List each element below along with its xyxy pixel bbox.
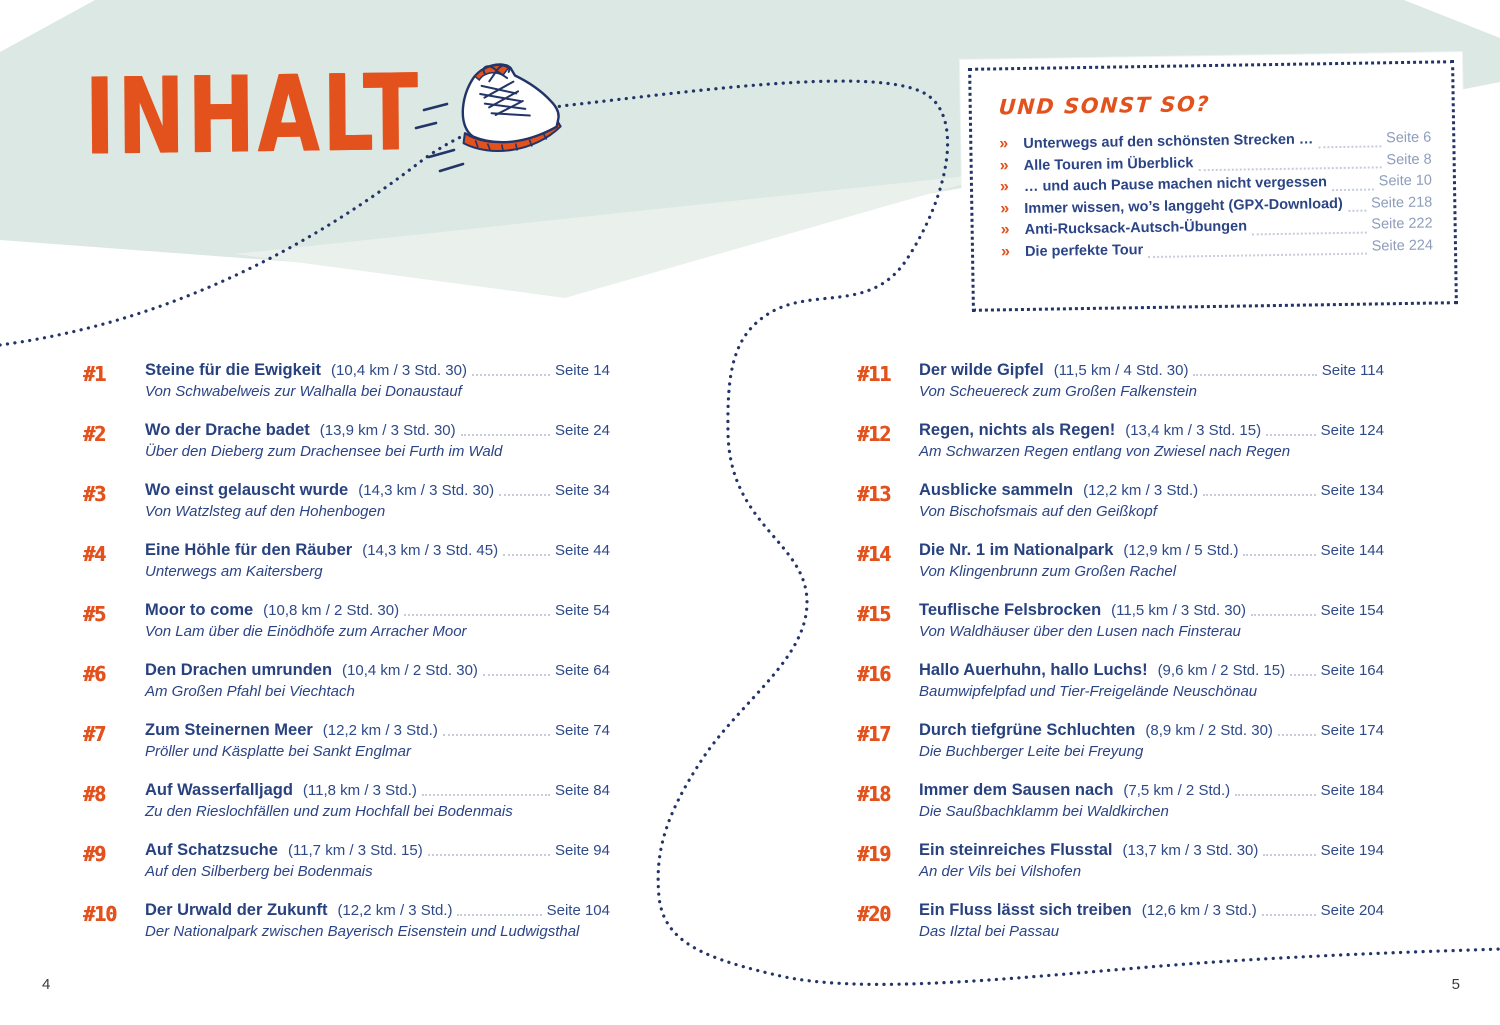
tour-number: #13: [857, 482, 891, 506]
tour-distance-duration: (12,6 km / 3 Std.): [1141, 902, 1257, 919]
tour-title[interactable]: Den Drachen umrunden: [145, 661, 333, 679]
tour-page[interactable]: Seite 204: [1320, 902, 1384, 919]
tour-page[interactable]: Seite 134: [1320, 482, 1384, 499]
tour-entry[interactable]: [83, 481, 610, 541]
tour-page[interactable]: Seite 14: [554, 362, 610, 379]
tour-number: #9: [83, 842, 106, 866]
tour-subtitle: Die Buchberger Leite bei Freyung: [919, 743, 1144, 760]
tour-entry[interactable]: [83, 781, 610, 841]
extras-item-label: Immer wissen, wo’s langgeht (GPX-Download): [1024, 195, 1343, 217]
tour-title[interactable]: Ausblicke sammeln: [919, 481, 1074, 499]
tour-distance-duration: (13,9 km / 3 Std. 30): [319, 422, 456, 439]
tour-number: #20: [857, 902, 891, 926]
tour-title[interactable]: Regen, nichts als Regen!: [919, 421, 1116, 439]
tour-subtitle: Über den Dieberg zum Drachensee bei Furth im Wald: [145, 443, 503, 460]
tour-page[interactable]: Seite 24: [554, 422, 610, 439]
tour-number: #3: [83, 482, 106, 506]
tour-page[interactable]: Seite 114: [1321, 362, 1384, 379]
tour-title[interactable]: Moor to come: [145, 601, 254, 619]
tour-subtitle: Das Ilztal bei Passau: [919, 923, 1060, 940]
tour-page[interactable]: Seite 104: [546, 902, 610, 919]
tour-page[interactable]: Seite 94: [554, 842, 610, 859]
tour-entry[interactable]: [857, 721, 1384, 781]
tour-title[interactable]: Die Nr. 1 im Nationalpark: [919, 541, 1114, 559]
tour-subtitle: Von Lam über die Einödhöfe zum Arracher Moor: [145, 623, 467, 640]
tour-page[interactable]: Seite 64: [554, 662, 610, 679]
tour-title[interactable]: Wo der Drache badet: [145, 421, 310, 439]
tour-page[interactable]: Seite 54: [554, 602, 610, 619]
tour-entry[interactable]: [857, 541, 1384, 601]
tour-number: #19: [857, 842, 891, 866]
tour-number: #17: [857, 722, 891, 746]
tour-title[interactable]: Der wilde Gipfel: [919, 361, 1044, 379]
extras-item-page: Seite 6: [1385, 129, 1432, 147]
tour-title[interactable]: Immer dem Sausen nach: [919, 781, 1114, 799]
tour-distance-duration: (11,5 km / 3 Std. 30): [1111, 602, 1246, 619]
tour-distance-duration: (8,9 km / 2 Std. 30): [1145, 722, 1273, 739]
extras-box: [960, 52, 1466, 320]
tour-distance-duration: (12,2 km / 3 Std.): [322, 722, 438, 739]
tour-title[interactable]: Eine Höhle für den Räuber: [145, 541, 353, 559]
extras-item-page: Seite 10: [1378, 172, 1433, 190]
dot-leader: [1348, 210, 1366, 212]
tour-page[interactable]: Seite 184: [1320, 782, 1384, 799]
tour-number: #18: [857, 782, 891, 806]
tour-distance-duration: (10,8 km / 2 Std. 30): [263, 602, 400, 619]
tour-number: #10: [83, 902, 117, 926]
tour-title[interactable]: Durch tiefgrüne Schluchten: [919, 721, 1136, 739]
tour-number: #12: [857, 422, 891, 446]
tour-entry[interactable]: [857, 841, 1384, 901]
tour-number: #16: [857, 662, 891, 686]
double-chevron-icon: »: [999, 156, 1009, 174]
tour-number: #7: [83, 722, 106, 746]
tour-subtitle: Von Klingenbrunn zum Großen Rachel: [919, 563, 1177, 580]
tour-subtitle: Von Scheuereck zum Großen Falkenstein: [919, 383, 1197, 400]
tour-entry[interactable]: [83, 541, 610, 601]
tour-number: #14: [857, 542, 891, 566]
dot-leader: [483, 674, 550, 676]
tour-number: #15: [857, 602, 891, 626]
tour-distance-duration: (12,2 km / 3 Std.): [1083, 482, 1199, 499]
tour-number: #5: [83, 602, 106, 626]
dot-leader: [1262, 914, 1316, 916]
dot-leader: [472, 374, 550, 376]
tour-distance-duration: (10,4 km / 3 Std. 30): [331, 362, 467, 379]
dot-leader: [1251, 614, 1316, 616]
dot-leader: [1332, 188, 1374, 191]
tour-subtitle: Von Watzlsteg auf den Hohenbogen: [145, 503, 386, 520]
tour-entry[interactable]: [857, 361, 1384, 421]
dot-leader: [1318, 145, 1381, 148]
dot-leader: [1263, 854, 1315, 856]
tour-entry[interactable]: [83, 901, 610, 961]
tour-page[interactable]: Seite 124: [1320, 422, 1384, 439]
tour-subtitle: Zu den Rieslochfällen und zum Hochfall bei Bodenmais: [145, 803, 513, 820]
dot-leader: [499, 494, 550, 496]
double-chevron-icon: »: [1000, 199, 1010, 217]
tour-distance-duration: (13,4 km / 3 Std. 15): [1125, 422, 1262, 439]
dot-leader: [1278, 734, 1316, 736]
tour-title[interactable]: Teuflische Felsbrocken: [919, 601, 1102, 619]
page-title: INHALT: [84, 51, 421, 179]
tour-title[interactable]: Ein Fluss lässt sich treiben: [919, 901, 1132, 919]
extras-list: [999, 129, 1433, 265]
tour-title[interactable]: Auf Wasserfalljagd: [145, 781, 293, 799]
tour-entry[interactable]: [83, 721, 610, 781]
dot-leader: [1203, 494, 1315, 496]
tour-subtitle: Von Bischofsmais auf den Geißkopf: [919, 503, 1157, 520]
tour-entry[interactable]: [83, 661, 610, 721]
dot-leader: [503, 554, 550, 556]
tour-subtitle: Die Saußbachklamm bei Waldkirchen: [919, 803, 1169, 820]
tour-page[interactable]: Seite 164: [1320, 662, 1384, 679]
tour-entry[interactable]: [857, 481, 1384, 541]
tours-column-left: [83, 361, 610, 961]
tour-number: #11: [857, 362, 891, 386]
dot-leader: [1243, 554, 1315, 556]
tour-subtitle: An der Vils bei Vilshofen: [919, 863, 1082, 880]
tour-page[interactable]: Seite 44: [554, 542, 610, 559]
tour-distance-duration: (11,5 km / 4 Std. 30): [1053, 362, 1189, 379]
tour-subtitle: Von Schwabelweis zur Walhalla bei Donaustauf: [145, 383, 462, 400]
tour-entry[interactable]: [83, 841, 610, 901]
tour-page[interactable]: Seite 84: [554, 782, 610, 799]
extras-item-page: Seite 222: [1371, 215, 1433, 233]
tour-number: #6: [83, 662, 106, 686]
dot-leader: [443, 734, 550, 736]
tours-column-right: [857, 361, 1384, 961]
tour-title[interactable]: Der Urwald der Zukunft: [145, 901, 328, 919]
tour-subtitle: Baumwipfelpfad und Tier-Freigelände Neuschönau: [919, 683, 1258, 700]
page-number-left: 4: [42, 976, 51, 993]
tour-page[interactable]: Seite 74: [554, 722, 610, 739]
extras-item-label: … und auch Pause machen nicht vergessen: [1023, 174, 1328, 195]
tour-page[interactable]: Seite 174: [1320, 722, 1384, 739]
tour-title[interactable]: Hallo Auerhuhn, hallo Luchs!: [919, 661, 1148, 679]
tour-subtitle: Pröller und Käsplatte bei Sankt Englmar: [145, 743, 411, 760]
dot-leader: [1252, 231, 1366, 235]
tour-page[interactable]: Seite 194: [1320, 842, 1384, 859]
tour-entry[interactable]: [857, 661, 1384, 721]
dot-leader: [404, 614, 550, 616]
dot-leader: [1193, 374, 1316, 376]
double-chevron-icon: »: [1000, 221, 1010, 239]
tour-title[interactable]: Zum Steinernen Meer: [145, 721, 313, 739]
tour-title[interactable]: Wo einst gelauscht wurde: [145, 481, 349, 499]
extras-item-label: Die perfekte Tour: [1024, 241, 1144, 260]
tour-distance-duration: (12,2 km / 3 Std.): [337, 902, 453, 919]
tour-subtitle: Am Schwarzen Regen entlang von Zwiesel nach Regen: [919, 443, 1291, 460]
dot-leader: [422, 794, 550, 796]
extras-item-label: Anti-Rucksack-Autsch-Übungen: [1024, 218, 1248, 238]
tour-entry[interactable]: [857, 901, 1384, 961]
tour-number: #2: [83, 422, 106, 446]
tour-distance-duration: (9,6 km / 2 Std. 15): [1157, 662, 1286, 679]
tour-entry[interactable]: [857, 601, 1384, 661]
extras-item-label: Unterwegs auf den schönsten Strecken …: [1023, 131, 1314, 152]
tour-subtitle: Unterwegs am Kaitersberg: [145, 563, 323, 580]
tour-entry[interactable]: [83, 421, 610, 481]
dot-leader: [1290, 674, 1315, 676]
extras-item-page: Seite 224: [1371, 237, 1434, 255]
tour-entry[interactable]: [857, 421, 1384, 481]
tour-number: #8: [83, 782, 106, 806]
tour-entry[interactable]: [83, 601, 610, 661]
tour-page[interactable]: Seite 154: [1320, 602, 1384, 619]
extras-item-page: Seite 218: [1370, 194, 1433, 212]
double-chevron-icon: »: [999, 178, 1010, 196]
tour-title[interactable]: Ein steinreiches Flusstal: [919, 841, 1113, 859]
tour-title[interactable]: Steine für die Ewigkeit: [145, 361, 322, 379]
tour-subtitle: Der Nationalpark zwischen Bayerisch Eisenstein und Ludwigsthal: [145, 923, 580, 940]
tour-page[interactable]: Seite 144: [1320, 542, 1384, 559]
dot-leader: [1198, 166, 1381, 171]
tour-entry[interactable]: [857, 781, 1384, 841]
tour-distance-duration: (14,3 km / 3 Std. 45): [362, 542, 499, 559]
tour-distance-duration: (12,9 km / 5 Std.): [1123, 542, 1239, 559]
tour-distance-duration: (13,7 km / 3 Std. 30): [1122, 842, 1259, 859]
dot-leader: [457, 914, 541, 916]
tour-entry[interactable]: [83, 361, 610, 421]
double-chevron-icon: »: [999, 135, 1009, 153]
dot-leader: [1266, 434, 1315, 436]
tour-title[interactable]: Auf Schatzsuche: [145, 841, 278, 859]
page-number-right: 5: [1451, 976, 1460, 993]
tour-distance-duration: (14,3 km / 3 Std. 30): [358, 482, 495, 499]
tour-number: #1: [83, 362, 106, 386]
dot-leader: [1235, 794, 1315, 796]
tour-subtitle: Auf den Silberberg bei Bodenmais: [145, 863, 373, 880]
extras-box-title: UND SONST SO?: [998, 92, 1211, 120]
tour-number: #4: [83, 542, 106, 566]
double-chevron-icon: »: [1000, 242, 1011, 260]
tour-page[interactable]: Seite 34: [554, 482, 610, 499]
dot-leader: [461, 434, 550, 436]
extras-item-page: Seite 8: [1386, 151, 1432, 168]
tour-distance-duration: (7,5 km / 2 Std.): [1123, 782, 1231, 799]
tour-subtitle: Von Waldhäuser über den Lusen nach Finsterau: [919, 623, 1241, 640]
tour-distance-duration: (11,8 km / 3 Std.): [302, 782, 417, 799]
tour-distance-duration: (11,7 km / 3 Std. 15): [287, 842, 423, 859]
dot-leader: [428, 854, 550, 856]
extras-item-label: Alle Touren im Überblick: [1023, 154, 1194, 174]
tour-subtitle: Am Großen Pfahl bei Viechtach: [145, 683, 355, 700]
tour-distance-duration: (10,4 km / 2 Std. 30): [342, 662, 478, 679]
dot-leader: [1148, 253, 1367, 258]
